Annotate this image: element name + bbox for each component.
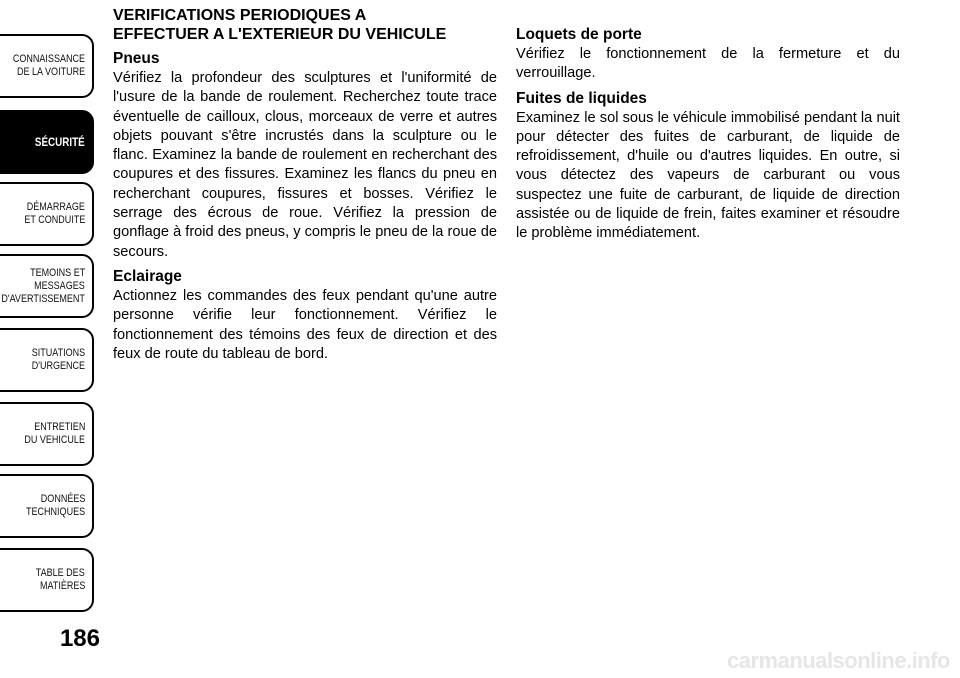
subsection-title-fuites: Fuites de liquides: [516, 89, 647, 107]
tab-label: MESSAGES: [34, 279, 85, 292]
tab-label: DÉMARRAGE: [26, 201, 85, 213]
heading-line: EFFECTUER A L'EXTERIEUR DU VEHICULE: [113, 26, 447, 43]
tab-table-des-matieres[interactable]: [0, 548, 94, 612]
section-heading: [113, 6, 497, 44]
chapter-tabs: [0, 0, 98, 620]
subsection-title-eclairage: Eclairage: [113, 267, 182, 285]
tab-label: DONNÉES: [40, 493, 85, 505]
tab-donnees[interactable]: [0, 474, 94, 538]
tab-entretien[interactable]: [0, 402, 94, 466]
tab-label: SÉCURITÉ: [35, 134, 85, 149]
paragraph-pneus: Vérifiez la profondeur des sculptures et l'uniformité de l'usure de la bande de roulement. Recherchez toute trace éventuelle de cailloux, clous, morceaux de verre et autres objets pouvant s'être incrustés dans la sculpture ou le flanc. Examinez la bande de roulement en recherchant des coupures et des fissures. Examinez les flancs du pneu en recherchant coupures, fissures et bosses. Vérifiez le serrage des écrous de roue. Vérifiez la pression de gonflage à froid des pneus, y compris le pneu de la roue de secours.: [113, 70, 497, 260]
tab-situations[interactable]: [0, 328, 94, 392]
tab-label: TABLE DES: [36, 567, 85, 579]
tab-label: DU VEHICULE: [24, 434, 85, 446]
tab-label: TECHNIQUES: [25, 506, 85, 518]
page-number: 186: [59, 625, 100, 652]
tab-connaissance[interactable]: [0, 34, 94, 98]
tab-label: D'URGENCE: [31, 360, 85, 372]
tab-label: TEMOINS ET: [29, 266, 85, 279]
tab-label: DE LA VOITURE: [16, 66, 85, 78]
paragraph-eclairage: Actionnez les commandes des feux pendant qu'une autre personne vérifie leur fonctionnement. Vérifiez le fonctionnement des témoins des feux de direction et des feux de route du tableau de bord.: [113, 287, 497, 362]
tab-label: CONNAISSANCE: [12, 53, 85, 65]
right-column: [516, 6, 900, 244]
heading-line: VERIFICATIONS PERIODIQUES A: [113, 7, 367, 24]
tab-label: D'AVERTISSEMENT: [1, 292, 85, 305]
paragraph-fuites: Examinez le sol sous le véhicule immobilisé pendant la nuit pour détecter des fuites de carburant, de liquide de refroidissement, d'huile ou d'autres liquides. En outre, si vous détectez des vapeurs de carburant ou vous suspectez une fuite de carburant, de liquide de direction assistée ou de liquide de frein, faites examiner et résoudre le problème immédiatement.: [516, 109, 900, 242]
watermark: carmanualsonline.info: [727, 648, 950, 673]
left-column: [113, 6, 497, 364]
tab-label: ET CONDUITE: [24, 214, 85, 226]
tab-demarrage[interactable]: [0, 182, 94, 246]
paragraph-loquets: Vérifiez le fonctionnement de la fermeture et du verrouillage.: [516, 46, 900, 82]
subsection-title-pneus: Pneus: [113, 50, 160, 67]
subsection-title-loquets: Loquets de porte: [516, 26, 642, 43]
tab-label: MATIÈRES: [39, 580, 85, 592]
tab-securite[interactable]: [0, 110, 94, 174]
tab-label: SITUATIONS: [31, 347, 85, 359]
tab-label: ENTRETIEN: [33, 421, 85, 433]
tab-temoins[interactable]: [0, 254, 94, 318]
